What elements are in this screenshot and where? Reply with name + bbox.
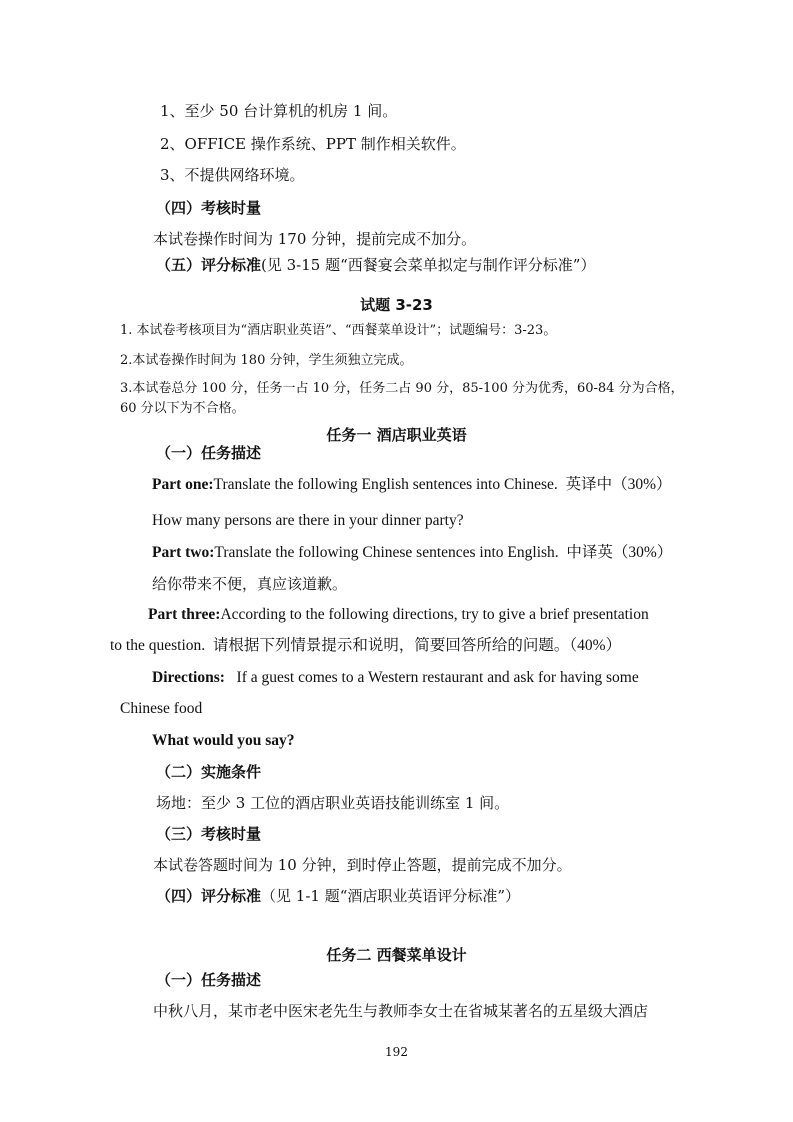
task1-cond-label: （二）实施条件	[156, 763, 262, 781]
note-2: 2.本试卷操作时间为 180 分钟，学生须独立完成。	[120, 353, 413, 368]
section-heading-time: （四）考核时量	[156, 199, 262, 217]
part-one	[152, 475, 671, 495]
section-heading-scoring	[156, 255, 595, 275]
part-three-label: Part three:	[148, 606, 221, 623]
requirement-3: 3、不提供网络环境。	[160, 166, 305, 184]
question	[152, 731, 295, 751]
part-one-pct: 英译中（30%）	[565, 476, 672, 493]
part-three	[148, 605, 649, 625]
task1-score-note: （见 1-1 题“酒店职业英语评分标准”）	[261, 887, 521, 905]
task1-desc-label: （一）任务描述	[156, 444, 262, 462]
task2-desc-label: （一）任务描述	[156, 971, 262, 989]
task1-time-text: 本试卷答题时间为 10 分钟，到时停止答题，提前完成不加分。	[153, 856, 572, 874]
part-one-sentence: How many persons are there in your dinner party?	[152, 512, 464, 529]
scoring-note: (见 3-15 题“西餐宴会菜单拟定与制作评分标准”）	[261, 256, 596, 274]
note-3: 3.本试卷总分 100 分，任务一占 10 分，任务二占 90 分，85-100 分为优秀，60-84 分为合格，	[120, 381, 684, 396]
part-two-text: Translate the following Chinese sentences into English.	[214, 544, 559, 561]
directions-text: If a guest comes to a Western restaurant and ask for having some	[236, 669, 639, 686]
part-two	[152, 543, 672, 563]
part-two-pct: 中译英（30%）	[566, 544, 673, 561]
task1-score	[156, 886, 520, 906]
scoring-label: （五）评分标准	[156, 256, 262, 274]
part-three-line2	[110, 636, 621, 656]
exam-title: 试题 3-23	[360, 296, 433, 314]
part-two-label: Part two:	[152, 544, 215, 561]
part-two-sentence: 给你带来不便，真应该道歉。	[152, 575, 348, 593]
time-text: 本试卷操作时间为 170 分钟，提前完成不加分。	[153, 230, 477, 248]
requirement-1: 1、至少 50 台计算机的机房 1 间。	[160, 102, 398, 120]
requirement-2: 2、OFFICE 操作系统、PPT 制作相关软件。	[160, 135, 466, 153]
directions-line2: Chinese food	[120, 700, 203, 717]
task1-cond-text: 场地：至少 3 工位的酒店职业英语技能训练室 1 间。	[156, 794, 510, 812]
part-one-text: Translate the following English sentences into Chinese.	[213, 476, 558, 493]
question-text: What would you say?	[152, 732, 295, 749]
directions	[152, 668, 639, 688]
part-three-line2-en: to the question.	[110, 637, 206, 654]
part-three-text: According to the following directions, try to give a brief presentation	[220, 606, 649, 623]
page-number: 192	[385, 1045, 408, 1059]
note-4: 60 分以下为不合格。	[120, 401, 245, 416]
task2-title: 任务二 西餐菜单设计	[326, 946, 467, 964]
task1-score-label: （四）评分标准	[156, 887, 262, 905]
part-three-cn: 请根据下列情景提示和说明，简要回答所给的问题。（40%）	[212, 637, 622, 654]
part-one-label: Part one:	[152, 476, 214, 493]
note-1: 1. 本试卷考核项目为“酒店职业英语”、“西餐菜单设计”；试题编号：3-23。	[120, 323, 557, 338]
task1-title: 任务一 酒店职业英语	[326, 426, 467, 444]
task2-desc-text: 中秋八月，某市老中医宋老先生与教师李女士在省城某著名的五星级大酒店	[153, 1002, 649, 1020]
directions-label: Directions:	[152, 669, 225, 686]
task1-time-label: （三）考核时量	[156, 825, 262, 843]
